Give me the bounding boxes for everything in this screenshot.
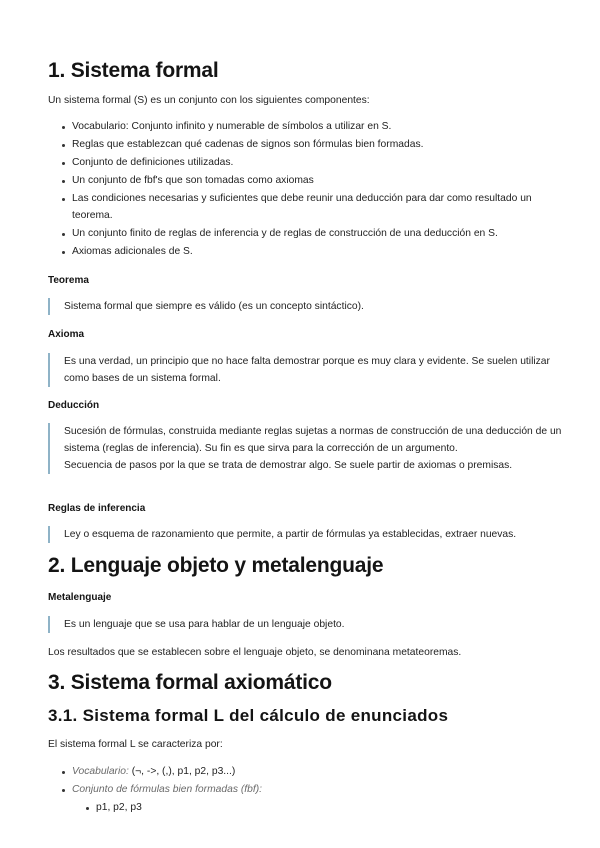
list-item-fbf <box>48 782 558 799</box>
section-1-intro: Un sistema formal (S) es un conjunto con los siguientes componentes: <box>48 95 370 106</box>
list-item: Conjunto de definiciones utilizadas. <box>48 155 558 172</box>
section-2-closing: Los resultados que se establecen sobre el lenguaje objeto, se denominana metateoremas. <box>48 647 462 658</box>
axioma-heading: Axioma <box>48 329 85 340</box>
subsection-3-1-title: 3.1. Sistema formal L del cálculo de enunciados <box>48 706 449 725</box>
list-item: Un conjunto de fbf's que son tomadas como axiomas <box>48 173 558 190</box>
metalenguaje-quote <box>48 616 564 633</box>
reglas-heading: Reglas de inferencia <box>48 503 146 514</box>
axioma-text: Es una verdad, un principio que no hace falta demostrar porque es muy clara y evidente. Se suelen utilizar como bases de un sistema formal. <box>64 356 550 384</box>
list-item: p1, p2, p3 <box>48 800 558 817</box>
vocabulario-label: Vocabulario: <box>72 766 129 777</box>
teorema-text: Sistema formal que siempre es válido (es un concepto sintáctico). <box>64 301 364 312</box>
subsection-intro: El sistema formal L se caracteriza por: <box>48 739 223 750</box>
reglas-text: Ley o esquema de razonamiento que permite, a partir de fórmulas ya establecidas, extraer nuevas. <box>64 529 517 540</box>
reglas-quote <box>48 526 564 543</box>
section-2-title: 2. Lenguaje objeto y metalenguaje <box>48 554 384 577</box>
deduccion-heading: Deducción <box>48 400 100 411</box>
vocabulario-value: (¬, ->, (,), p1, p2, p3...) <box>128 766 236 777</box>
metalenguaje-text: Es un lenguaje que se usa para hablar de un lenguaje objeto. <box>64 619 345 630</box>
teorema-quote <box>48 298 564 315</box>
list-item: Las condiciones necesarias y suficientes que debe reunir una deducción para dar como resultado un teorema. <box>48 191 558 224</box>
deduccion-quote <box>48 423 564 474</box>
list-item-vocabulario <box>48 764 558 781</box>
section-1-title: 1. Sistema formal <box>48 59 219 82</box>
metalenguaje-heading: Metalenguaje <box>48 592 112 603</box>
list-item: Reglas que establezcan qué cadenas de signos son fórmulas bien formadas. <box>48 137 558 154</box>
section-3-title: 3. Sistema formal axiomático <box>48 671 332 694</box>
components-list <box>48 119 558 262</box>
fbf-sublist <box>48 800 558 818</box>
deduccion-text-2: Secuencia de pasos por la que se trata de demostrar algo. Se suele partir de axiomas o premisas. <box>64 460 513 471</box>
list-item: Vocabulario: Conjunto infinito y numerable de símbolos a utilizar en S. <box>48 119 558 136</box>
axioma-quote <box>48 353 564 387</box>
list-item: Axiomas adicionales de S. <box>48 244 558 261</box>
fbf-label: Conjunto de fórmulas bien formadas (fbf): <box>72 784 263 795</box>
list-item: Un conjunto finito de reglas de inferencia y de reglas de construcción de una deducción en S. <box>48 226 558 243</box>
sistema-l-list <box>48 764 558 800</box>
teorema-heading: Teorema <box>48 275 89 286</box>
deduccion-text-1: Sucesión de fórmulas, construida mediante reglas sujetas a normas de construcción de una deducción de un sistema (reglas de inferencia). Su fin es que sirva para la corrección de un argumento. <box>64 426 562 454</box>
